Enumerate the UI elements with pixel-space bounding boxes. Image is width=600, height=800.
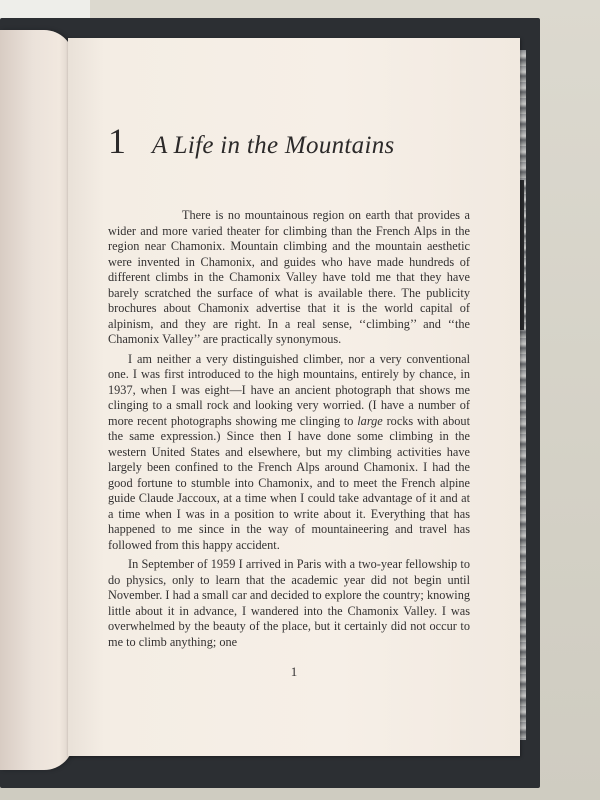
paragraph-2-end: rocks with about the same expression.) Since then I have done some climbing in the western United States and elsewhere, but my climbing activities have largely been confined to the French Alps around Chamonix. I had the good fortune to stumble into Chamonix, and to meet the French alpine guide Claude Jaccoux, at a time when I could take advantage of it and at a time when I was in a position to write about it. Everything that has happened to me since in the way of mountaineering and travel has followed from this happy accident. bbox=[108, 413, 470, 552]
page-number: 1 bbox=[290, 664, 298, 679]
chapter-body bbox=[108, 208, 470, 650]
book-page bbox=[68, 38, 520, 756]
paragraph-3: In September of 1959 I arrived in Paris with a two-year fellowship to do physics, only to learn that the academic year did not begin until November. I had a small car and decided to explore the country; knowing little about it in advance, I wandered into the Chamonix Valley. I was overwhelmed by the beauty of the place, but it certainly did not occur to me to climb anything; one bbox=[108, 557, 470, 649]
chapter-title: A Life in the Mountains bbox=[152, 132, 395, 159]
chapter-heading bbox=[108, 120, 395, 162]
emphasis-large: large bbox=[357, 413, 383, 428]
paragraph-2 bbox=[108, 352, 470, 554]
left-page-curl bbox=[0, 30, 74, 770]
chapter-number: 1 bbox=[108, 121, 126, 161]
paragraph-2-start: I am neither a very distinguished climber, nor a very conventional one. I was first introduced to the high mountains, entirely by chance, in 1937, when I was eight—I have an ancient photograph that shows me clinging to a small rock and looking very worried. (I have a number of more recent photographs showing me clinging to bbox=[108, 351, 470, 428]
paragraph-1: There is no mountainous region on earth that provides a wider and more varied theater for climbing than the French Alps in the region near Chamonix. Mountain climbing and the mountain aesthetic were invented in Chamonix, and guides who have made hundreds of different climbs in the Chamonix Valley have told me that they have barely scratched the surface of what is available there. The publicity brochures about Chamonix advertise that it is the world capital of alpinism, and they are right. In a real sense, ‘‘climbing’’ and ‘‘the Chamonix Valley’’ are practically synonymous. bbox=[108, 208, 470, 346]
